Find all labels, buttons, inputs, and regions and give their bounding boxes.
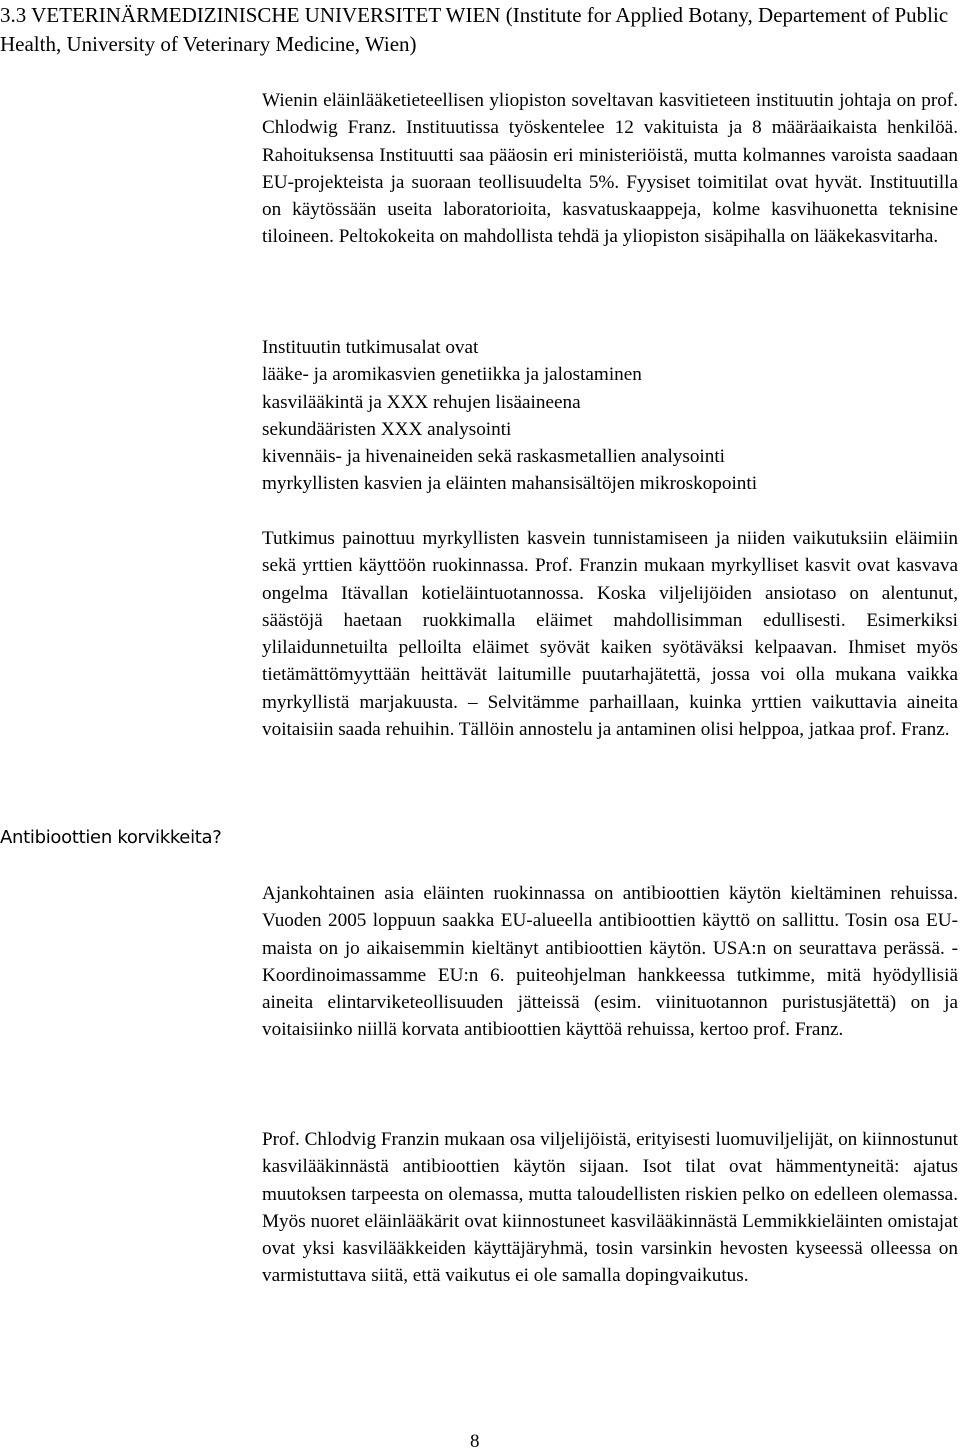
research-area-item: lääke- ja aromikasvien genetiikka ja jalostaminen	[262, 364, 642, 386]
research-area-item: kivennäis- ja hivenaineiden sekä raskasmetallien analysointi	[262, 446, 726, 468]
paragraph-research-focus: Tutkimus painottuu myrkyllisten kasvein tunnistamiseen ja niiden vaikutuksiin eläimiin sekä yrttien käyttöön ruokinnassa. Prof. Franzin mukaan myrkylliset kasvit ovat kasvava ongelma Itävallan kotieläintuotannossa. Koska viljelijöiden ansiotaso on alentunut, säästöjä haetaan ruokkimalla eläimet mahdollisimman edullisesti. Esimerkiksi ylilaidunnetuilta pelloilta eläimet syövät kaiken syötäväksi kelpaavan. Ihmiset myös tietämättömyyttään heittävät laitumille puutarhajätettä, jossa voi olla mukana vaikka myrkyllistä marjakuusta. – Selvitämme parhaillaan, kuinka yrttien vaikuttavia aineita voitaisiin saada rehuihin. Tällöin annostelu ja antaminen olisi helppoa, jatkaa prof. Franz.	[262, 528, 958, 741]
research-areas-block	[262, 334, 958, 498]
paragraph-farmers-interest: Prof. Chlodvig Franzin mukaan osa viljelijöistä, erityisesti luomuviljelijät, on kiinnostunut kasvilääkinnästä antibioottien käytön sijaan. Isot tilat ovat hämmentyneitä: ajatus muutoksen tarpeesta on olemassa, mutta taloudellisten riskien pelko on edelleen olemassa. Myös nuoret eläinlääkärit ovat kiinnostuneet kasvilääkinnästä Lemmikkieläinten omistajat ovat yksi kasvilääkkeiden käyttäjäryhmä, tosin varsinkin hevosten kyseessä olleessa on varmistuttava siitä, että vaikutus ei ole samalla dopingvaikutus.	[262, 1129, 959, 1287]
research-areas-intro: Instituutin tutkimusalat ovat	[262, 337, 479, 358]
research-area-item: sekundääristen XXX analysointi	[262, 418, 512, 440]
research-area-item: myrkyllisten kasvien ja eläinten mahansisältöjen mikroskopointi	[262, 473, 758, 495]
paragraph-institute-overview: Wienin eläinlääketieteellisen yliopiston soveltavan kasvitieteen instituutin johtaja on prof. Chlodwig Franz. Instituutissa työskentelee 12 vakituista ja 8 määräaikaista henkilöä. Rahoituksensa Instituutti saa pääosin eri ministeriöistä, mutta kolmannes varoista saadaan EU-projekteista ja suoraan teollisuudelta 5%. Fyysiset toimitilat ovat hyvät. Instituutilla on käytössään useita laboratorioita, kasvatuskaappeja, kolme kasvihuonetta teknisine tiloineen. Peltokokeita on mahdollista tehdä ja yliopiston sisäpihalla on lääkekasvitarha.	[262, 90, 958, 248]
margin-note: Antibioottien korvikkeita?	[0, 827, 222, 848]
paragraph-antibiotics: Ajankohtainen asia eläinten ruokinnassa on antibioottien käytön kieltäminen rehuissa. Vuoden 2005 loppuun saakka EU-alueella antibioottien käyttö on sallittu. Tosin osa EU-maista on jo aikaisemmin kieltänyt antibioottien käytön. USA:n on seurattava perässä. - Koordinoimassamme EU:n 6. puiteohjelman hankkeessa tutkimme, mitä hyödyllisiä aineita elintarviketeollisuuden jätteissä (esim. viinituotannon puristusjätettä) on ja voitaisiinko niillä korvata antibioottien käyttöä rehuissa, kertoo prof. Franz.	[262, 883, 958, 1041]
section-heading: 3.3 VETERINÄRMEDIZINISCHE UNIVERSITET WIEN (Institute for Applied Botany, Departement of Public Health, University of Veterinary Medicine, Wien)	[0, 3, 949, 56]
page-number: 8	[470, 1431, 480, 1452]
research-area-item: kasvilääkintä ja XXX rehujen lisäaineena	[262, 391, 581, 413]
